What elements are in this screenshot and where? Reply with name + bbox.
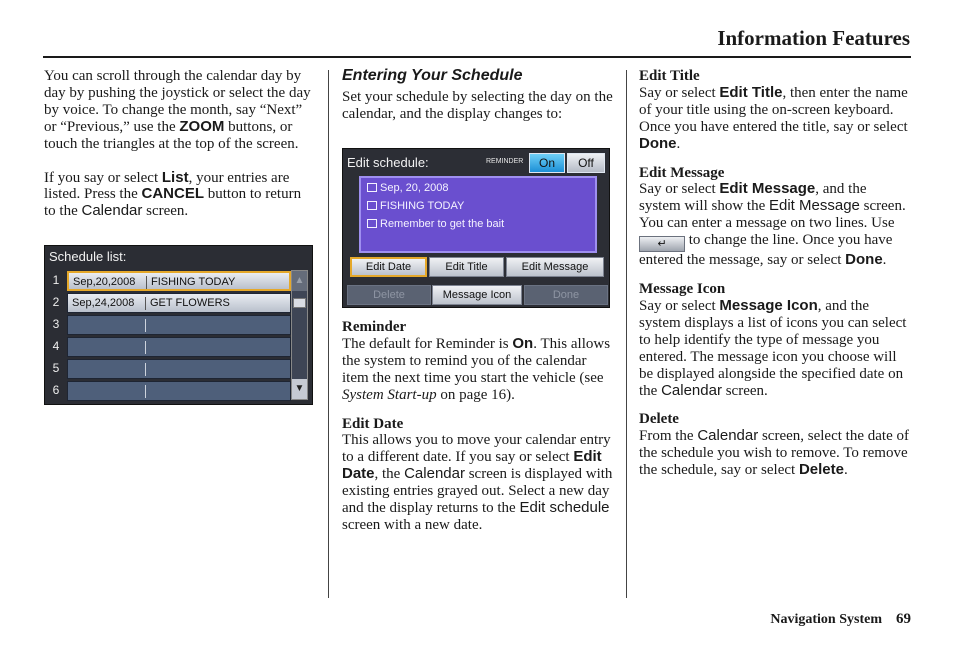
scroll-up-icon[interactable]: ▲	[292, 271, 307, 291]
done-term: Done	[639, 134, 677, 152]
delete-term: Delete	[798, 461, 844, 479]
column-1	[44, 68, 316, 220]
page-title: Information Features	[717, 26, 910, 50]
list-term: List	[161, 168, 189, 186]
cell-divider	[145, 341, 146, 354]
delete-button[interactable]: Delete	[347, 285, 431, 305]
paragraph-list: If you say or select List, your entries are listed. Press the CANCEL button to return to the Calendar screen.	[44, 168, 302, 220]
row-number: 5	[52, 361, 60, 375]
scroll-thumb[interactable]	[293, 298, 306, 308]
schedule-list-title: Schedule list:	[49, 249, 127, 264]
paragraph-scroll: You can scroll through the calendar day by day by pushing the joystick or select the day by voice. To change the month, say “Next” or “Previous,” use the ZOOM buttons, or touch the triangles at the top of the screen.	[44, 68, 311, 152]
edit-schedule-term: Edit schedule	[519, 499, 610, 517]
calendar-icon	[367, 183, 377, 192]
schedule-entry[interactable]	[67, 315, 291, 335]
entry-date: Sep,20,2008	[73, 276, 136, 288]
edit-title-heading: Edit Title	[639, 68, 700, 84]
schedule-row[interactable]	[49, 315, 293, 335]
schedule-row[interactable]	[49, 359, 293, 379]
edit-schedule-title: Edit schedule:	[347, 155, 429, 170]
detail-message: Remember to get the bait	[367, 218, 504, 230]
schedule-row[interactable]	[49, 293, 293, 313]
cell-divider	[145, 385, 146, 398]
schedule-entry[interactable]	[67, 293, 291, 313]
paragraph-edit-date: This allows you to move your calendar entry to a different date. If you say or select Edit Date, the Calendar screen is displayed with existing entries grayed out. Select a new day and the display returns to the Edit schedule screen with a new date.	[342, 432, 613, 533]
edit-date-term: Edit Date	[342, 448, 602, 483]
schedule-entry[interactable]	[67, 381, 291, 401]
page-number: 69	[896, 611, 911, 627]
reminder-off-button[interactable]: Off	[567, 153, 605, 173]
edit-date-button[interactable]: Edit Date	[350, 257, 427, 277]
scrollbar[interactable]	[291, 270, 308, 400]
detail-title: FISHING TODAY	[367, 200, 464, 212]
paragraph-delete: From the Calendar screen, select the date of the schedule you wish to remove. To remove the schedule, say or select Delete.	[639, 427, 909, 479]
memo-icon	[367, 219, 377, 228]
edit-title-term: Edit Title	[719, 83, 783, 101]
schedule-row[interactable]	[49, 381, 293, 401]
reminder-on-button[interactable]: On	[529, 153, 565, 173]
column-2-lower	[342, 319, 614, 534]
calendar-term: Calendar	[697, 427, 759, 445]
paragraph-edit-title: Say or select Edit Title, then enter the name of your title using the on-screen keyboard. Once you have entered the title, say or select Done.	[639, 83, 908, 152]
edit-title-button[interactable]: Edit Title	[429, 257, 504, 277]
zoom-term: ZOOM	[179, 117, 225, 135]
cell-divider	[145, 297, 146, 310]
column-3	[639, 68, 911, 479]
message-icon-term: Message Icon	[719, 296, 818, 314]
entry-title: GET FLOWERS	[150, 297, 230, 309]
calendar-term: Calendar	[661, 381, 722, 399]
reminder-heading: Reminder	[342, 319, 407, 335]
schedule-row[interactable]	[49, 337, 293, 357]
detail-date: Sep, 20, 2008	[367, 182, 449, 194]
edit-message-button[interactable]: Edit Message	[506, 257, 604, 277]
reminder-label: REMINDER	[486, 158, 524, 165]
column-2	[342, 68, 614, 123]
schedule-entry[interactable]	[67, 271, 291, 291]
column-divider-1	[328, 70, 329, 598]
cell-divider	[145, 319, 146, 332]
on-term: On	[512, 334, 534, 352]
schedule-entry[interactable]	[67, 337, 291, 357]
footer-label: Navigation System	[770, 612, 882, 627]
scroll-down-icon[interactable]: ▼	[292, 379, 307, 399]
message-icon-heading: Message Icon	[639, 281, 726, 298]
edit-date-heading: Edit Date	[342, 415, 404, 432]
delete-heading: Delete	[639, 411, 679, 428]
edit-message-heading: Edit Message	[639, 164, 725, 181]
paragraph-reminder: The default for Reminder is On. This allows the system to remind you of the calendar item the next time you start the vehicle (see System Start-up on page 16).	[342, 334, 611, 403]
header-rule	[43, 56, 911, 58]
done-button[interactable]: Done	[524, 285, 608, 305]
done-term: Done	[845, 251, 883, 269]
message-icon-button[interactable]: Message Icon	[432, 285, 522, 305]
page-reference: System Start-up	[342, 386, 437, 403]
schedule-row[interactable]	[49, 271, 293, 291]
row-number: 6	[52, 383, 60, 397]
section-heading: Entering Your Schedule	[342, 67, 523, 84]
cell-divider	[146, 276, 147, 289]
message-icon	[367, 201, 377, 210]
calendar-term: Calendar	[404, 465, 465, 483]
calendar-term: Calendar	[81, 202, 143, 220]
schedule-detail-box	[359, 176, 597, 253]
paragraph-edit-message: Say or select Edit Message, and the system will show the Edit Message screen. You can enter a message on two lines. Use ↵ to change the line. Once you have entered the message, say or select Done.	[639, 180, 906, 269]
edit-schedule-screen	[342, 148, 610, 308]
cell-divider	[145, 363, 146, 376]
edit-message-term: Edit Message	[719, 180, 816, 198]
page-footer	[770, 611, 911, 628]
row-number: 1	[52, 273, 60, 287]
schedule-list-screen	[44, 245, 313, 405]
column-divider-2	[626, 70, 627, 598]
entry-title: FISHING TODAY	[151, 276, 236, 288]
enter-key-icon: ↵	[639, 236, 685, 252]
paragraph-intro: Set your schedule by selecting the day on the calendar, and the display changes to:	[342, 88, 613, 122]
row-number: 4	[52, 339, 60, 353]
row-number: 2	[52, 295, 60, 309]
cancel-term: CANCEL	[141, 185, 204, 203]
edit-message-screen-term: Edit Message	[769, 197, 860, 215]
schedule-entry[interactable]	[67, 359, 291, 379]
paragraph-message-icon: Say or select Message Icon, and the system displays a list of icons you can select to help identify the type of message you entered. The message icon you choose will be displayed alongside the specified date on the Calendar screen.	[639, 296, 907, 399]
row-number: 3	[52, 317, 60, 331]
entry-date: Sep,24,2008	[72, 297, 135, 309]
